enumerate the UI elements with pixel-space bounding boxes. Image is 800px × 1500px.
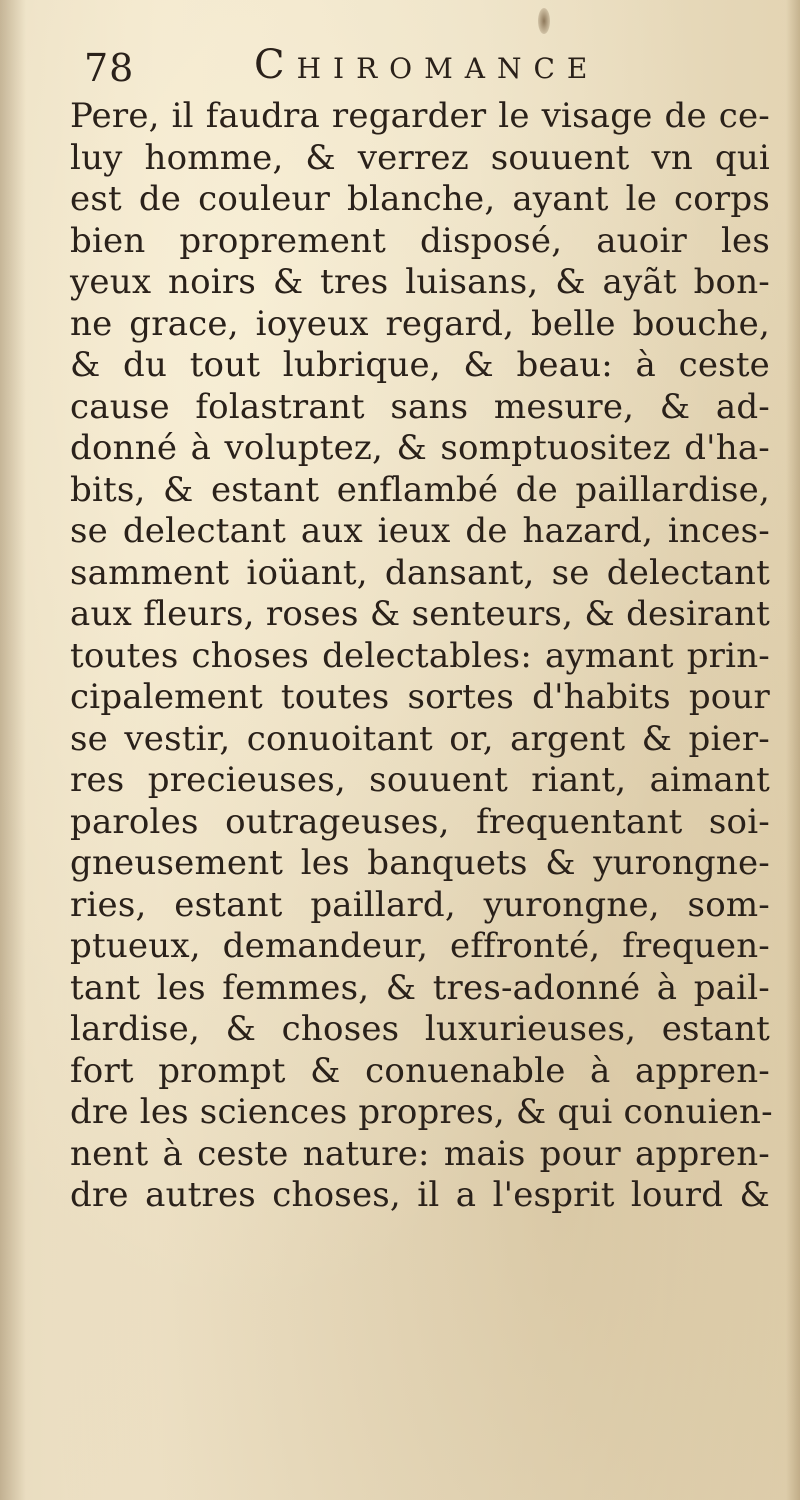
text-line: bits, & estant enflambé de paillardise, (70, 469, 770, 510)
text-line: samment ioüant, dansant, se delectant (70, 552, 770, 593)
text-line: dre les sciences propres, & qui conuien- (70, 1092, 773, 1132)
text-line: fort prompt & conuenable à appren- (70, 1050, 770, 1091)
text-line: gneusement les banquets & yurongne- (70, 843, 770, 883)
page-edge-shadow (786, 0, 800, 1500)
text-line: se delectant aux ieux de hazard, inces- (70, 511, 770, 551)
text-line: tant les femmes, & tres-adonné à pail- (70, 967, 770, 1008)
text-line: lardise, & choses luxurieuses, estant (70, 1009, 770, 1049)
text-line: luy homme, & verrez souuent vn qui (70, 137, 770, 178)
text-line: toutes choses delectables: aymant prin- (70, 635, 770, 676)
text-line: donné à voluptez, & somptuositez d'ha- (70, 428, 770, 468)
text-line: res precieuses, souuent riant, aimant (70, 760, 770, 800)
text-line: paroles outrageuses, frequentant soi- (70, 801, 770, 842)
text-line: Pere, il faudra regarder le visage de ce- (70, 96, 770, 136)
page-number: 78 (84, 46, 135, 90)
text-line: se vestir, conuoitant or, argent & pier- (70, 718, 770, 759)
text-line: bien proprement disposé, auoir les (70, 220, 770, 261)
text-line: ptueux, demandeur, effronté, frequen- (70, 926, 770, 966)
ink-blot (538, 8, 550, 34)
text-line: cause folastrant sans mesure, & ad- (70, 386, 770, 427)
text-line: aux fleurs, roses & senteurs, & desirant (70, 594, 770, 634)
running-head (84, 40, 764, 96)
text-line: ries, estant paillard, yurongne, som- (70, 884, 770, 925)
text-line: nent à ceste nature: mais pour appren- (70, 1133, 770, 1174)
text-line: dre autres choses, il a l'esprit lourd & (70, 1175, 770, 1215)
text-line: & du tout lubrique, & beau: à ceste (70, 345, 770, 385)
binding-shadow (0, 0, 26, 1500)
running-title: Chiromance (254, 42, 600, 88)
text-line: yeux noirs & tres luisans, & ayãt bon- (70, 262, 770, 302)
body-text (70, 96, 773, 1217)
text-line: ne grace, ioyeux regard, belle bouche, (70, 303, 770, 344)
text-line: cipalement toutes sortes d'habits pour (70, 677, 770, 717)
text-line: est de couleur blanche, ayant le corps (70, 179, 770, 219)
